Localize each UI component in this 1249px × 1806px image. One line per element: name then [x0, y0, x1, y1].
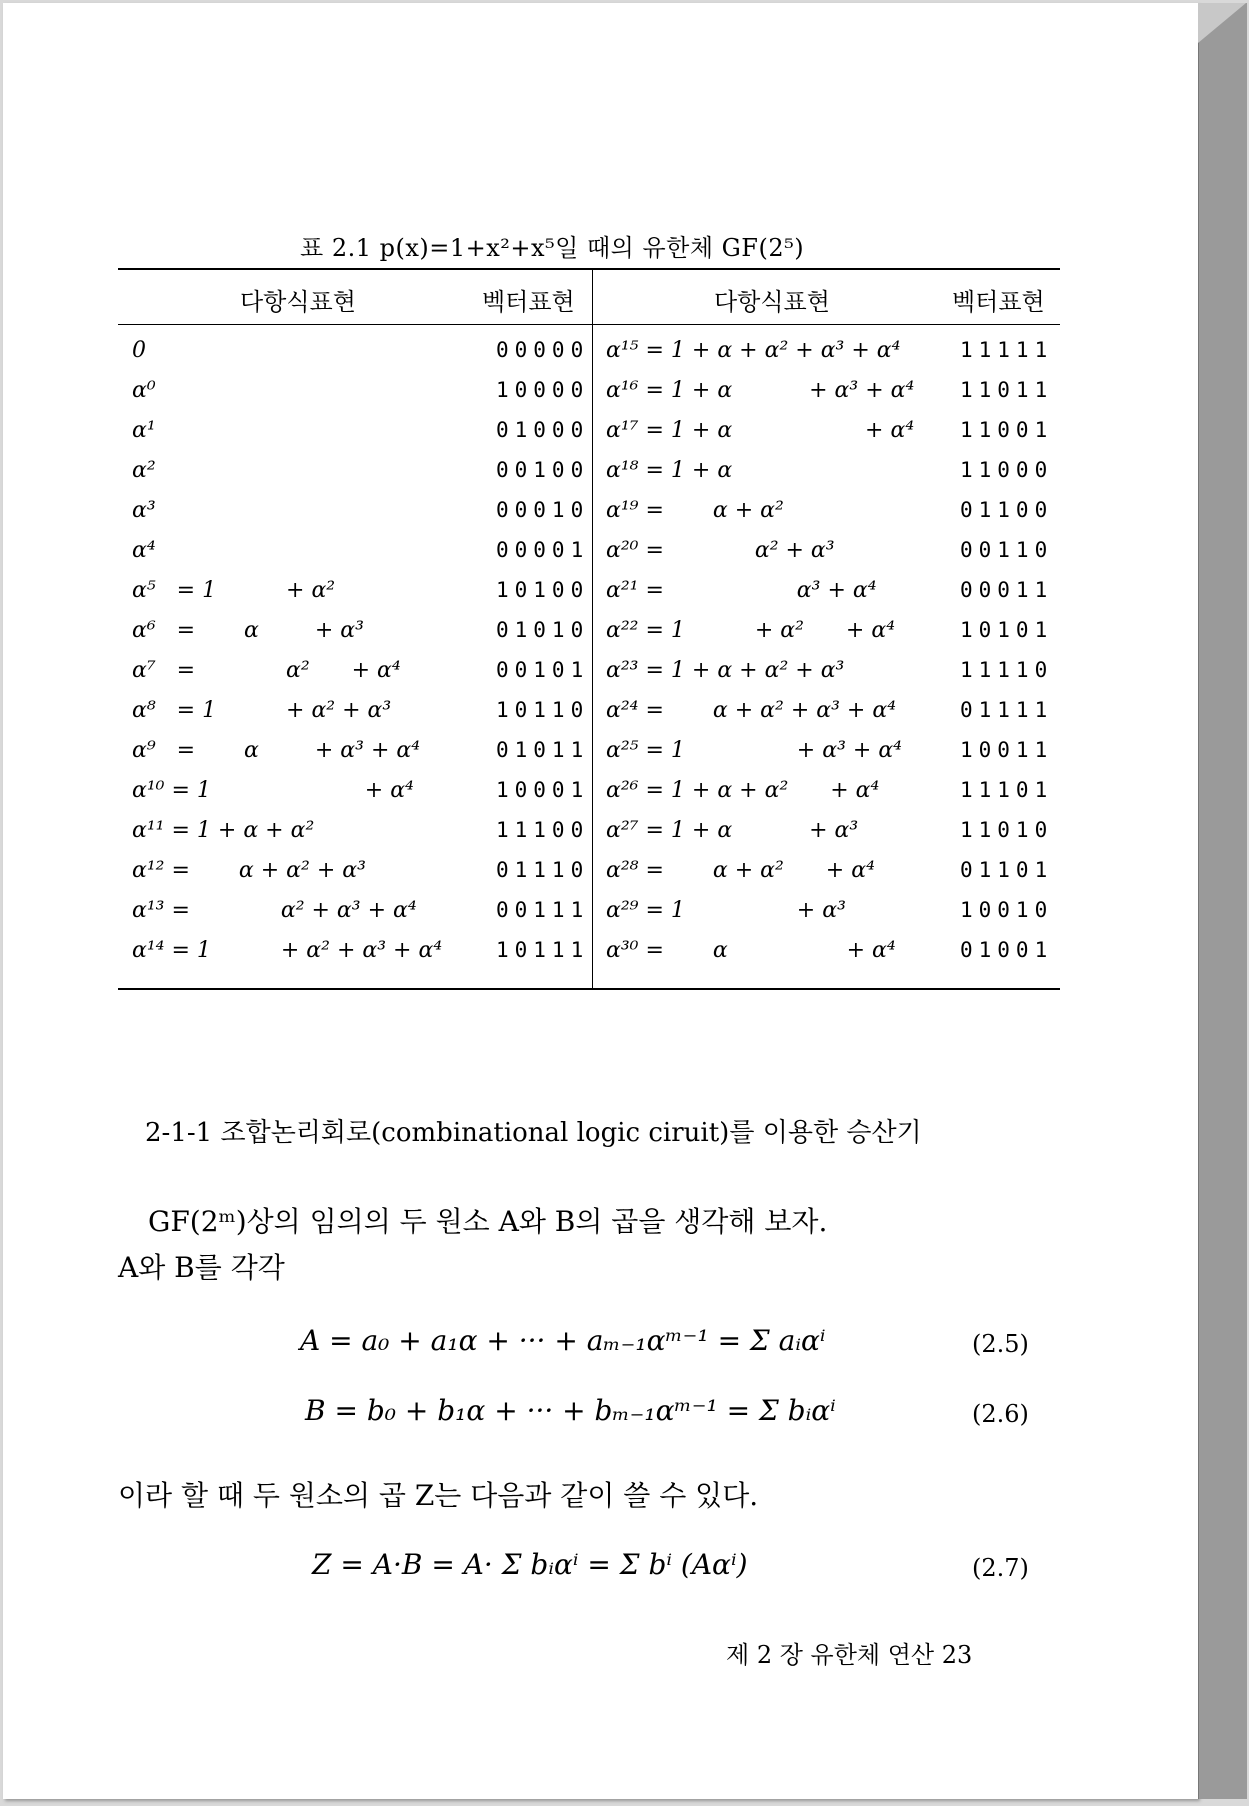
table-cell-vec-right: 10101 — [960, 618, 1054, 642]
table-cell-poly-left: α⁸ = 1 + α² + α³ — [132, 698, 392, 723]
table-cell-vec-right: 11001 — [960, 418, 1054, 442]
table-cell-poly-left: α⁶ = α + α³ — [132, 618, 364, 643]
table-cell-vec-right: 01001 — [960, 938, 1054, 962]
table-cell-poly-left: α¹⁴ = 1 + α² + α³ + α⁴ — [132, 938, 443, 963]
table-cell-poly-right: α²⁵ = 1 + α³ + α⁴ — [606, 738, 903, 763]
table-cell-poly-right: α¹⁹ = α + α² — [606, 498, 784, 523]
table-cell-poly-left: α³ — [132, 498, 156, 523]
table-cell-poly-left: α¹² = α + α² + α³ — [132, 858, 366, 883]
equation-number-2-6: (2.6) — [972, 1400, 1029, 1428]
table-cell-poly-right: α¹⁵ = 1 + α + α² + α³ + α⁴ — [606, 338, 901, 363]
table-cell-vec-left: 00001 — [496, 538, 590, 562]
table-cell-vec-right: 00110 — [960, 538, 1054, 562]
table-cell-vec-left: 01110 — [496, 858, 590, 882]
table-cell-poly-left: α¹⁰ = 1 + α⁴ — [132, 778, 414, 803]
table-cell-poly-left: α¹³ = α² + α³ + α⁴ — [132, 898, 417, 923]
table-cell-poly-left: 0 — [132, 338, 146, 363]
page-edge-corner — [1198, 3, 1246, 43]
table-cell-poly-right: α²⁸ = α + α² + α⁴ — [606, 858, 875, 883]
table-cell-poly-right: α²⁶ = 1 + α + α² + α⁴ — [606, 778, 880, 803]
equation-2-5: A = a₀ + a₁α + ··· + aₘ₋₁αᵐ⁻¹ = Σ aᵢαⁱ — [300, 1324, 826, 1357]
table-row — [118, 938, 1060, 978]
table-cell-poly-left: α⁹ = α + α³ + α⁴ — [132, 738, 421, 763]
header-poly-right: 다항식표현 — [714, 288, 830, 316]
paragraph-3: 이라 할 때 두 원소의 곱 Z는 다음과 같이 쓸 수 있다. — [118, 1479, 759, 1512]
table-cell-vec-left: 01000 — [496, 418, 590, 442]
table-row — [118, 698, 1060, 738]
table-cell-vec-left: 00010 — [496, 498, 590, 522]
table-cell-poly-right: α²³ = 1 + α + α² + α³ — [606, 658, 845, 683]
table-cell-vec-left: 00111 — [496, 898, 590, 922]
table-cell-vec-right: 11010 — [960, 818, 1054, 842]
table-cell-vec-right: 11111 — [960, 338, 1054, 362]
table-row — [118, 418, 1060, 458]
equation-2-6: B = b₀ + b₁α + ··· + bₘ₋₁αᵐ⁻¹ = Σ bᵢαⁱ — [305, 1394, 836, 1427]
table-cell-poly-right: α²⁴ = α + α² + α³ + α⁴ — [606, 698, 897, 723]
table-top-rule — [118, 268, 1060, 270]
table-cell-poly-right: α²¹ = α³ + α⁴ — [606, 578, 877, 603]
table-row — [118, 778, 1060, 818]
table-row — [118, 338, 1060, 378]
table-cell-vec-right: 11000 — [960, 458, 1054, 482]
paragraph-2: A와 B를 각각 — [118, 1251, 285, 1284]
table-cell-vec-right: 01111 — [960, 698, 1054, 722]
header-poly-left: 다항식표현 — [240, 288, 356, 316]
table-cell-poly-right: α¹⁷ = 1 + α + α⁴ — [606, 418, 915, 443]
table-row — [118, 618, 1060, 658]
table-cell-vec-left: 10000 — [496, 378, 590, 402]
table-row — [118, 538, 1060, 578]
table-cell-poly-left: α¹ — [132, 418, 156, 443]
table-cell-vec-right: 01101 — [960, 858, 1054, 882]
header-vec-left: 벡터표현 — [482, 288, 575, 316]
table-row — [118, 898, 1060, 938]
table-cell-poly-left: α² — [132, 458, 156, 483]
page-edge — [1198, 3, 1247, 1799]
table-cell-poly-right: α²⁹ = 1 + α³ — [606, 898, 846, 923]
table-header-rule — [118, 324, 1060, 325]
table-row — [118, 818, 1060, 858]
table-cell-vec-right: 11011 — [960, 378, 1054, 402]
table-cell-poly-left: α⁵ = 1 + α² — [132, 578, 336, 603]
table-cell-poly-right: α³⁰ = α + α⁴ — [606, 938, 896, 963]
table-row — [118, 658, 1060, 698]
table-cell-vec-right: 10010 — [960, 898, 1054, 922]
table-cell-vec-left: 01010 — [496, 618, 590, 642]
table-cell-vec-left: 10100 — [496, 578, 590, 602]
page-footer: 제 2 장 유한체 연산 23 — [726, 1641, 973, 1669]
table-row — [118, 738, 1060, 778]
table-row — [118, 458, 1060, 498]
table-cell-vec-left: 00100 — [496, 458, 590, 482]
table-cell-poly-right: α²⁰ = α² + α³ — [606, 538, 835, 563]
header-vec-right: 벡터표현 — [952, 288, 1045, 316]
table-cell-poly-left: α⁰ — [132, 378, 156, 403]
table-cell-poly-right: α¹⁸ = 1 + α — [606, 458, 733, 483]
table-cell-vec-left: 00101 — [496, 658, 590, 682]
paragraph-1: GF(2ᵐ)상의 임의의 두 원소 A와 B의 곱을 생각해 보자. — [148, 1205, 828, 1238]
table-row — [118, 498, 1060, 538]
table-cell-vec-right: 11110 — [960, 658, 1054, 682]
equation-number-2-7: (2.7) — [972, 1554, 1029, 1582]
table-cell-vec-right: 01100 — [960, 498, 1054, 522]
table-cell-vec-left: 11100 — [496, 818, 590, 842]
equation-2-7: Z = A·B = A· Σ bᵢαⁱ = Σ bⁱ (Aαⁱ) — [312, 1548, 748, 1581]
table-cell-poly-left: α¹¹ = 1 + α + α² — [132, 818, 315, 843]
table-cell-vec-right: 11101 — [960, 778, 1054, 802]
table-row — [118, 378, 1060, 418]
table-cell-poly-left: α⁴ — [132, 538, 156, 563]
table-cell-poly-right: α²⁷ = 1 + α + α³ — [606, 818, 859, 843]
table-cell-vec-left: 01011 — [496, 738, 590, 762]
table-bottom-rule — [118, 988, 1060, 990]
table-row — [118, 578, 1060, 618]
table-cell-vec-right: 10011 — [960, 738, 1054, 762]
equation-number-2-5: (2.5) — [972, 1330, 1029, 1358]
table-cell-vec-left: 00000 — [496, 338, 590, 362]
table-caption: 표 2.1 p(x)=1+x²+x⁵일 때의 유한체 GF(2⁵) — [300, 234, 805, 262]
table-cell-poly-left: α⁷ = α² + α⁴ — [132, 658, 401, 683]
section-heading: 2-1-1 조합논리회로(combinational logic ciruit)를 이용한 승산기 — [145, 1118, 922, 1148]
table-cell-poly-right: α¹⁶ = 1 + α + α³ + α⁴ — [606, 378, 915, 403]
table-cell-vec-left: 10111 — [496, 938, 590, 962]
table-cell-vec-left: 10001 — [496, 778, 590, 802]
table-cell-poly-right: α²² = 1 + α² + α⁴ — [606, 618, 896, 643]
table-row — [118, 858, 1060, 898]
table-cell-vec-right: 00011 — [960, 578, 1054, 602]
table-cell-vec-left: 10110 — [496, 698, 590, 722]
